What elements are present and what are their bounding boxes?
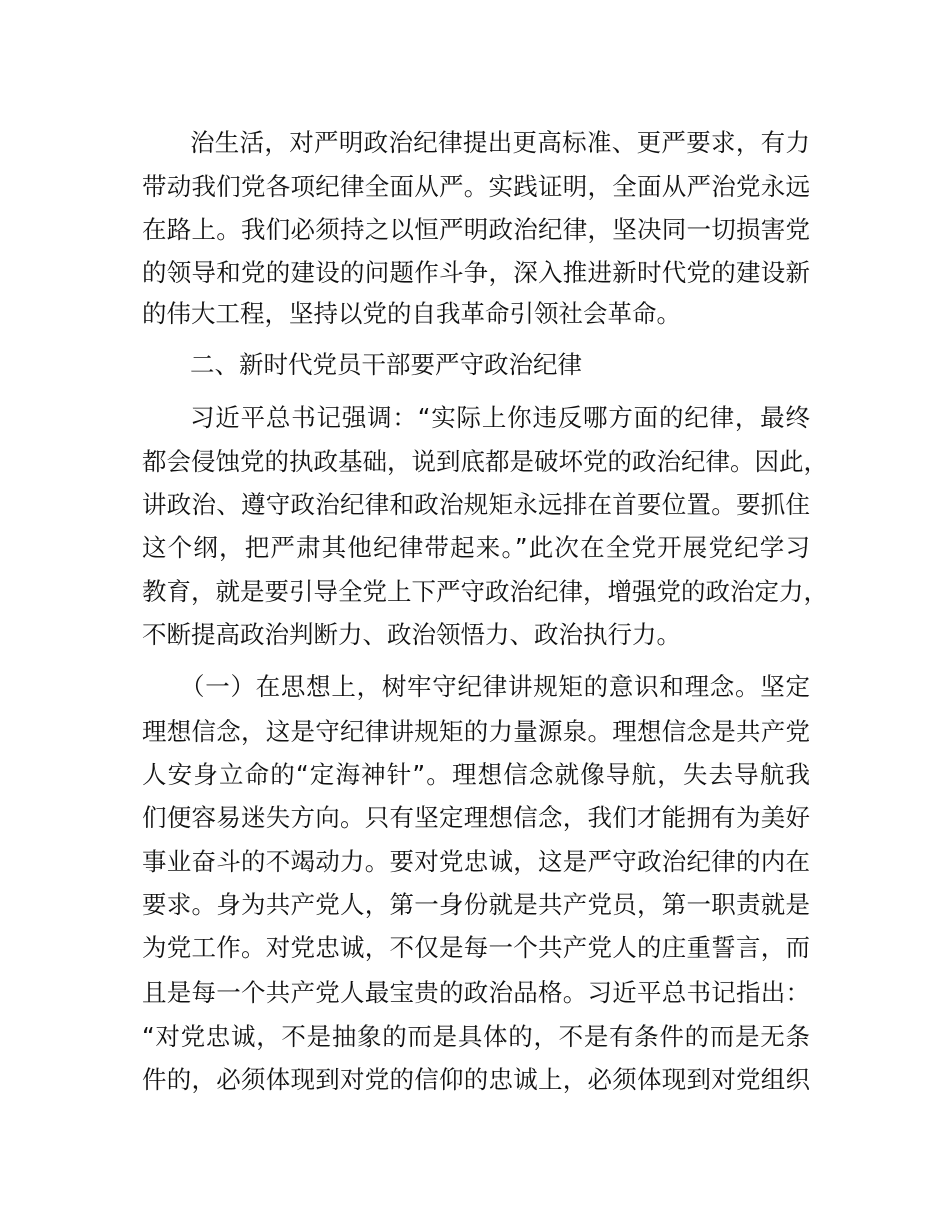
text-line: 为党工作。对党忠诚，不仅是每一个共产党人的庄重誓言，而 [142, 933, 810, 962]
text-line: 在路上。我们必须持之以恒严明政治纪律，坚决同一切损害党 [142, 215, 810, 244]
text-line: 的领导和党的建设的问题作斗争，深入推进新时代党的建设新 [142, 258, 810, 287]
text-line: 们便容易迷失方向。只有坚定理想信念，我们才能拥有为美好 [142, 803, 810, 832]
text-line: 讲政治、遵守政治纪律和政治规矩永远排在首要位置。要抓住 [142, 490, 810, 519]
text-line: 习近平总书记强调：“实际上你违反哪方面的纪律，最终 [190, 403, 810, 432]
text-line: “对党忠诚，不是抽象的而是具体的，不是有条件的而是无条 [142, 1022, 810, 1051]
text-line: 理想信念，这是守纪律讲规矩的力量源泉。理想信念是共产党 [142, 717, 810, 746]
text-line: 的伟大工程，坚持以党的自我革命引领社会革命。 [142, 299, 681, 328]
text-line: 要求。身为共产党人，第一身份就是共产党员，第一职责就是 [142, 890, 810, 919]
text-line: 事业奋斗的不竭动力。要对党忠诚，这是严守政治纪律的内在 [142, 847, 810, 876]
text-line: 不断提高政治判断力、政治领悟力、政治执行力。 [142, 620, 681, 649]
text-line: 这个纲，把严肃其他纪律带起来。”此次在全党开展党纪学习 [142, 533, 810, 562]
text-line: 人安身立命的“定海神针”。理想信念就像导航，失去导航我 [142, 760, 810, 789]
text-line: 教育，就是要引导全党上下严守政治纪律，增强党的政治定力， [142, 577, 828, 606]
text-line: 治生活，对严明政治纪律提出更高标准、更严要求，有力 [190, 128, 810, 157]
text-line: 且是每一个共产党人最宝贵的政治品格。习近平总书记指出： [142, 978, 810, 1007]
text-line: 带动我们党各项纪律全面从严。实践证明，全面从严治党永远 [142, 172, 810, 201]
text-line: 都会侵蚀党的执政基础，说到底都是破坏党的政治纪律。因此， [142, 447, 828, 476]
section-heading: 二、新时代党员干部要严守政治纪律 [190, 350, 582, 379]
text-line: 件的，必须体现到对党的信仰的忠诚上，必须体现到对党组织 [142, 1065, 810, 1094]
text-line: （一）在思想上，树牢守纪律讲规矩的意识和理念。坚定 [180, 672, 810, 701]
